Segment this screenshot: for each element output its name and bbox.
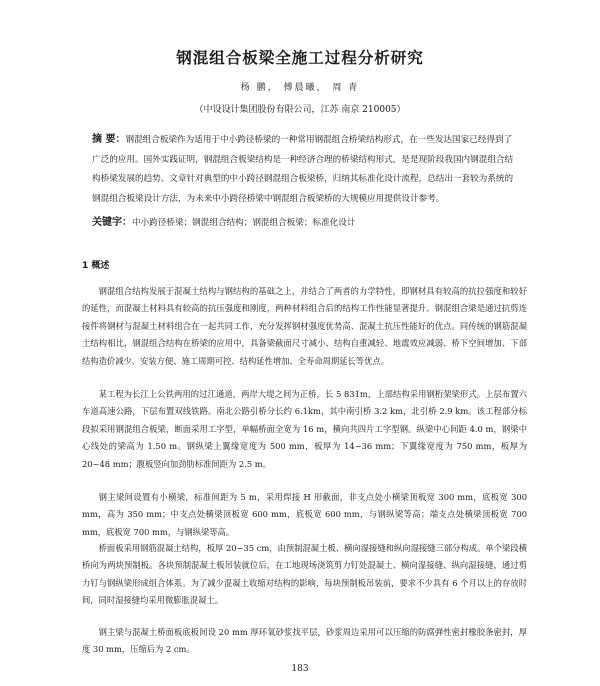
abstract-label: 摘 要：: [92, 134, 126, 145]
paragraph-text: 钢主梁间设置有小横梁，标准间距为 5 m，采用焊接 H 形截面，非支点处小横梁顶板宽 300 mm，底板宽 300 mm，高为 350 mm；中支点处横梁顶板宽 600 mm，底板宽 600 mm，与钢纵梁等高；端支点处横梁顶板宽 700 mm，底板宽 700 mm，与钢纵梁等高。: [82, 492, 527, 537]
section-heading: 1 概述: [82, 261, 110, 271]
body-paragraph-3: [82, 489, 527, 541]
abstract-text: 钢混组合板梁作为适用于中小跨径桥梁的一种常用钢混组合桥梁结构形式，在一些发达国家已经得到了广泛的应用。国外实践证明，钢混组合板梁结构是一种经济合理的桥梁结构形式，是是现阶段我国内钢混组合结构桥梁发展的趋势。文章针对典型的中小跨径钢混组合板梁桥，归纳其标准化设计流程，总结出一套较为系统的钢混组合板梁设计方法，为未来中小跨径桥梁中钢混组合板梁桥的大规模应用提供设计参考。: [92, 135, 514, 204]
paragraph-text: 某工程为长江上公铁两用的过江通道，两岸大堤之间为正桥，长 5 831m，上部结构采用钢桁架梁形式。上层布置六车道高速公路，下层布置双线铁路。南北公路引桥分长约 6.1km，其中南引桥 3.2 km，北引桥 2.9 km。该工程部分标段拟采用钢混组合板梁，断面采用工字型，单幅桥面全宽为 16 m，横向共四片工字型钢。纵梁中心间距 4.0 m，钢梁中心线处的梁高为 1.50 m。钢纵梁上翼缘宽度为 500 mm，板厚为 14~36 mm；下翼缘宽度为 750 mm，板厚为 20~48 mm；腹板竖向加劲肋标准间距为 2.5 m。: [82, 389, 527, 469]
body-paragraph-4: [82, 540, 527, 610]
paper-title: 钢混组合板梁全施工过程分析研究: [176, 49, 424, 67]
abstract: [92, 130, 520, 209]
body-paragraph-5: [82, 624, 527, 659]
paper-affiliation: （中设设计集团股份有限公司，江苏 南京 210005）: [194, 105, 406, 115]
keywords-text: 中小跨径桥梁；钢混组合结构；钢混组合板梁；标准化设计: [132, 218, 356, 228]
paragraph-text: 桥面板采用钢筋混凝土结构，板厚 20~35 cm，由预制混凝土板、横向湿接缝和纵向湿接缝三部分构成。单个梁段横桥向为两块预制板。各块预制混凝土板吊装就位后，在工地现场浇筑剪力钉处混凝土、横向湿接缝、纵向湿接缝，通过剪力钉与钢纵梁形成组合体系。为了减少混凝土收缩对结构的影响，每块预制板吊装前，要求不少具有 6 个月以上的存放时间，同时湿接缝均采用微膨胀混凝土。: [82, 543, 527, 606]
paper-authors: 杨 鹏， 傅晨曦， 周 青: [240, 83, 360, 93]
keywords-label: 关键字：: [92, 217, 132, 228]
body-paragraph-1: [82, 283, 527, 370]
page-number: 183: [291, 664, 309, 674]
body-paragraph-2: [82, 386, 527, 473]
keywords: [92, 213, 520, 234]
paragraph-text: 钢主梁与混凝土桥面板底板间设 20 mm 厚环氧砂浆找平层，砂浆周边采用可以压缩的防腐弹性密封橡胶条密封，厚度 30 mm，压缩后为 2 cm。: [82, 627, 527, 655]
paragraph-text: 钢混组合结构发展于混凝土结构与钢结构的基础之上，并结合了两者的力学特性，即钢材具有较高的抗拉强度和较好的延性，而混凝土材料具有较高的抗压强度和刚度，两种材料组合后的结构工作性能显著提升。钢混组合梁是通过抗剪连接件将钢材与混凝土材料组合在一起共同工作，充分发挥钢材强度优势高、混凝土抗压性能好的优点。同传统的钢筋混凝土结构相比，钢混组合结构在桥梁的应用中，具备梁截面尺寸减小、结构自重减轻、地震效应减弱、桥下空间增加、下部结构造价减少、安装方便、施工周期可控、结构延性增加、全寿命周期延长等优点。: [82, 286, 527, 366]
